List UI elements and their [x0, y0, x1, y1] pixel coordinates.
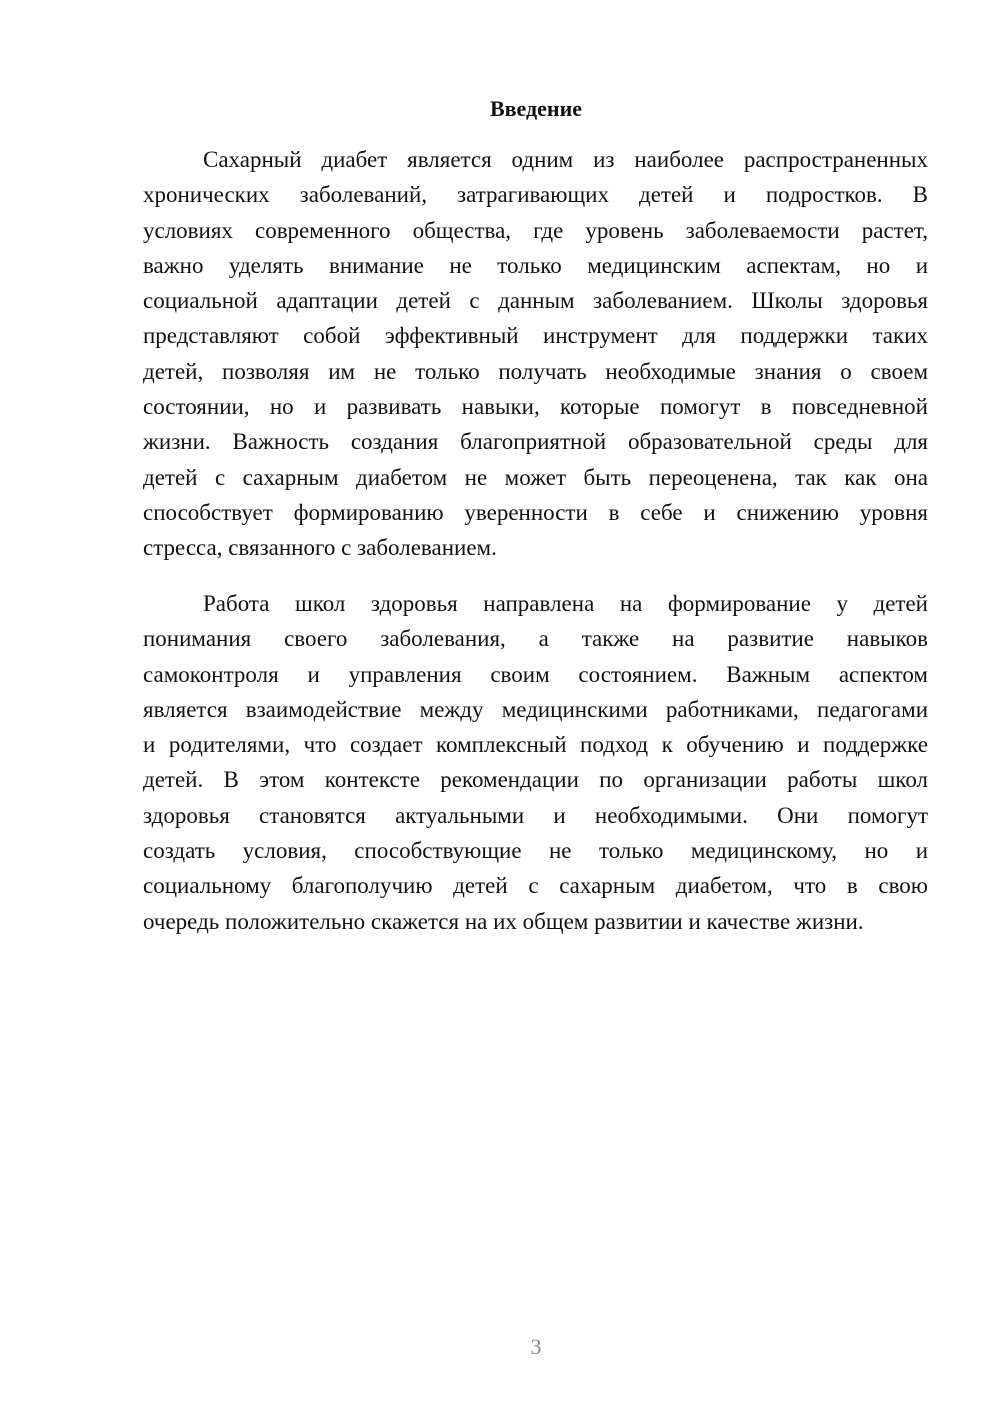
page-number: 3 [530, 1334, 542, 1359]
text-line: способствует формированию уверенности в себе и снижению уровня [143, 499, 928, 525]
text-line: представляют собой эффективный инструмент для поддержки таких [143, 323, 928, 349]
text-line: состоянии, но и развивать навыки, которые помогут в повседневной [143, 394, 928, 420]
text-line: детей с сахарным диабетом не может быть переоценена, так как она [143, 464, 928, 490]
text-line: детей. В этом контексте рекомендации по организации работы школ [143, 767, 928, 793]
paragraph-2 [143, 586, 928, 939]
text-line: важно уделять внимание не только медицинским аспектам, но и [143, 252, 928, 278]
text-line: условиях современного общества, где уровень заболеваемости растет, [143, 217, 928, 243]
paragraph-1 [143, 142, 928, 566]
text-line: социальной адаптации детей с данным заболеванием. Школы здоровья [143, 288, 928, 314]
text-line: Работа школ здоровья направлена на формирование у детей [203, 591, 928, 616]
text-line: Сахарный диабет является одним из наиболее распространенных [203, 147, 928, 172]
text-line: хронических заболеваний, затрагивающих детей и подростков. В [143, 182, 928, 208]
section-title: Введение [489, 96, 583, 121]
text-line: понимания своего заболевания, а также на развитие навыков [143, 626, 928, 652]
text-line: социальному благополучию детей с сахарным диабетом, что в свою [143, 873, 928, 899]
text-line: и родителями, что создает комплексный подход к обучению и поддержке [143, 732, 928, 758]
text-line: стресса, связанного с заболеванием. [143, 535, 497, 561]
text-line: детей, позволяя им не только получать необходимые знания о своем [143, 358, 928, 384]
text-line: самоконтроля и управления своим состоянием. Важным аспектом [143, 661, 928, 687]
text-line: очередь положительно скажется на их общем развитии и качестве жизни. [143, 908, 864, 934]
text-line: жизни. Важность создания благоприятной образовательной среды для [143, 429, 928, 455]
text-line: здоровья становятся актуальными и необходимыми. Они помогут [143, 802, 928, 828]
text-line: создать условия, способствующие не только медицинскому, но и [143, 838, 928, 864]
text-line: является взаимодействие между медицинскими работниками, педагогами [143, 696, 928, 722]
